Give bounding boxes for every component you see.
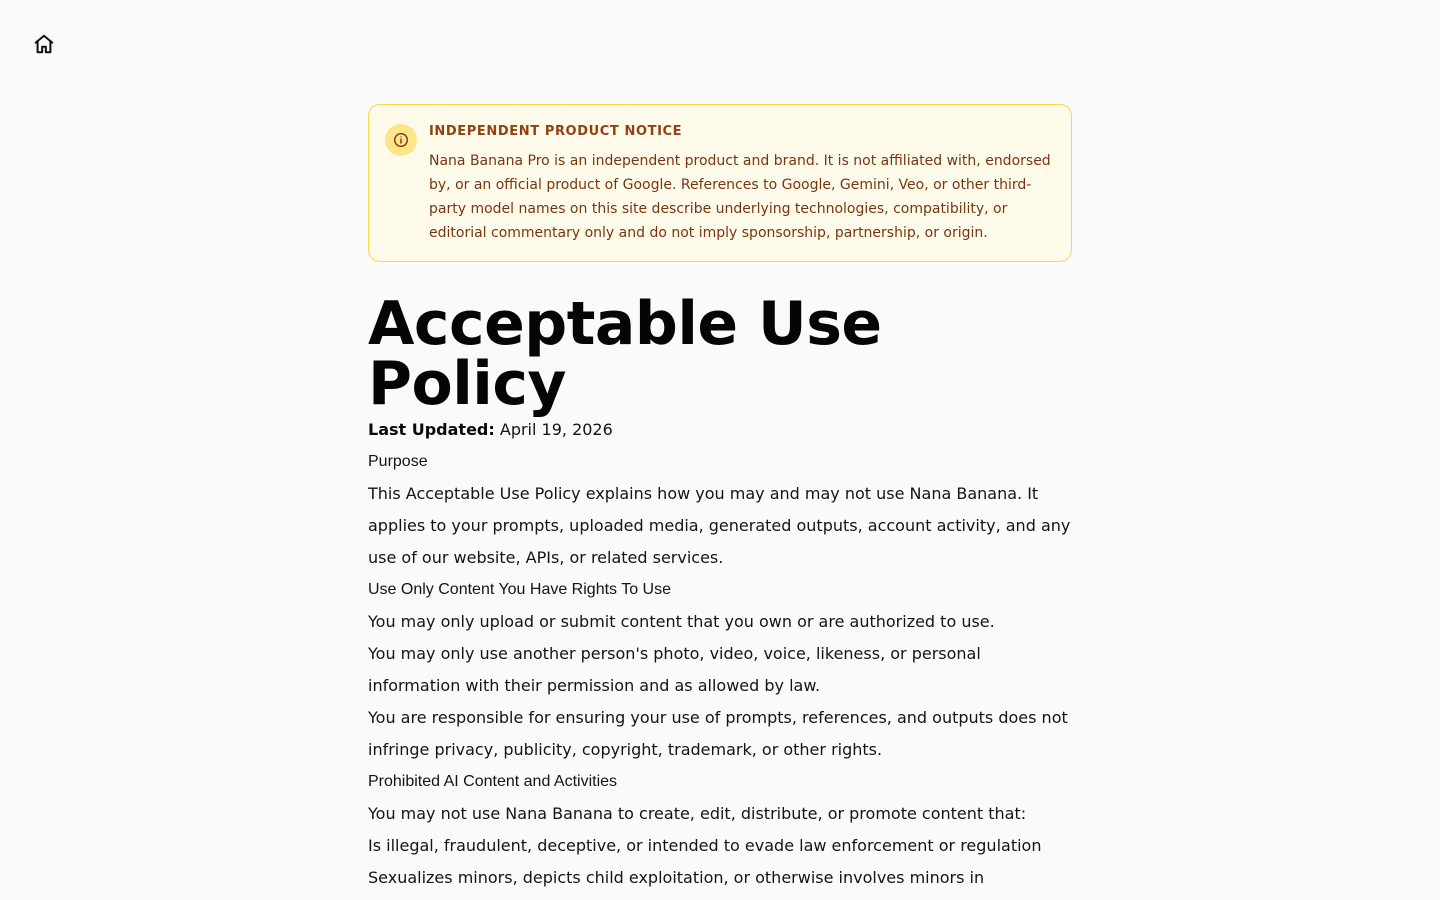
list-item: Sexualizes minors, depicts child exploitation, or otherwise involves minors in [368, 868, 985, 887]
section-heading-prohibited: Prohibited AI Content and Activities [368, 773, 618, 790]
section-heading-rights: Use Only Content You Have Rights To Use [368, 581, 671, 598]
page-title: Acceptable Use Policy [368, 289, 882, 419]
list-item: You are responsible for ensuring your use of prompts, references, and outputs does not infringe privacy, publicity, copyright, trademark, or other rights. [368, 708, 1068, 759]
info-icon-badge [385, 124, 417, 156]
prohibited-intro: You may not use Nana Banana to create, edit, distribute, or promote content that: [368, 804, 1027, 823]
section-heading-purpose: Purpose [368, 453, 428, 470]
list-item: You may only use another person's photo, video, voice, likeness, or personal information with their permission and as allowed by law. [368, 644, 981, 695]
notice-body [429, 123, 1051, 245]
independent-product-notice [368, 104, 1072, 262]
last-updated [368, 414, 1072, 446]
notice-title: INDEPENDENT PRODUCT NOTICE [429, 124, 683, 139]
list-item: You may only upload or submit content that you own or are authorized to use. [368, 612, 995, 631]
last-updated-label: Last Updated: [368, 420, 495, 439]
purpose-text: This Acceptable Use Policy explains how you may and may not use Nana Banana. It applies to your prompts, uploaded media, generated outputs, account activity, and any use of our website, APIs, or related services. [368, 484, 1071, 567]
info-icon [393, 132, 409, 148]
policy-content [368, 104, 1072, 894]
home-icon [33, 33, 55, 55]
list-item: Is illegal, fraudulent, deceptive, or intended to evade law enforcement or regulation [368, 836, 1042, 855]
notice-text: Nana Banana Pro is an independent product and brand. It is not affiliated with, endorsed by, or an official product of Google. References to Google, Gemini, Veo, or other third-party model names on this site describe underlying technologies, compatibility, or editorial commentary only and do not imply sponsorship, partnership, or origin. [429, 153, 1051, 241]
last-updated-date: April 19, 2026 [499, 420, 613, 439]
home-button[interactable] [32, 32, 56, 56]
